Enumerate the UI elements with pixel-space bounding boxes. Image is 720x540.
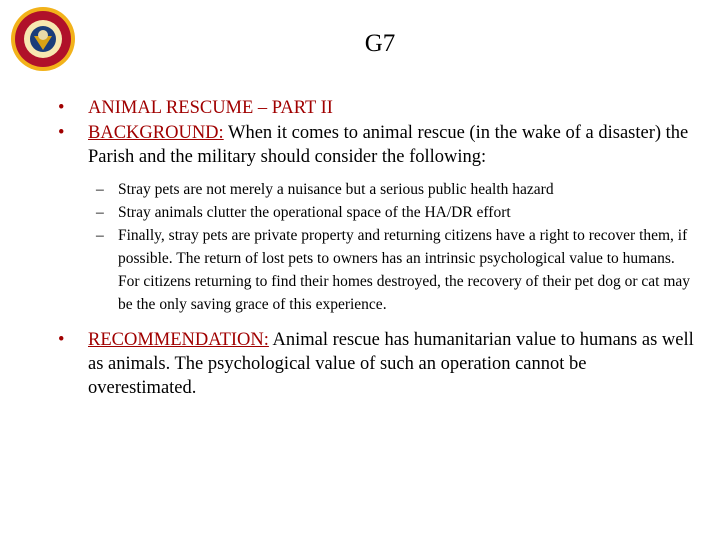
background-text: When it comes to animal rescue (in the wake of a disaster) the Parish and the military should consider the following: [88, 123, 689, 167]
sub-item-text: Stray animals clutter the operational space of the HA/DR effort [118, 204, 511, 221]
dash-marker: – [96, 204, 104, 221]
sub-item [58, 224, 698, 316]
sub-item-text: Stray pets are not merely a nuisance but a serious public health hazard [118, 181, 554, 198]
sub-item-text: Finally, stray pets are private property and returning citizens have a right to recover them, if possible. The return of lost pets to owners has an intrinsic psychological value to humans. For citizens returning to find their homes destroyed, the recovery of their pet dog or cat may be the only saving grace of this experience. [118, 227, 691, 313]
bullet-animal-rescue [58, 96, 698, 120]
bullet-marker: • [58, 98, 65, 118]
bullet-recommendation [58, 328, 698, 400]
sub-item [58, 201, 698, 224]
dash-marker: – [96, 181, 104, 198]
background-label: BACKGROUND: [88, 123, 224, 143]
page-title: G7 [364, 30, 396, 57]
bullet-heading: ANIMAL RESCUME – PART II [88, 98, 333, 118]
background-sublist [58, 178, 698, 316]
bullet-background [58, 121, 698, 169]
dash-marker: – [96, 227, 104, 244]
sub-item [58, 178, 698, 201]
bullet-marker: • [58, 123, 65, 143]
slide-body [58, 96, 698, 401]
bullet-marker: • [58, 330, 65, 350]
recommendation-text: Animal rescue has humanitarian value to humans as well as animals. The psychological value of such an operation cannot be overestimated. [88, 330, 694, 398]
recommendation-label: RECOMMENDATION: [88, 330, 269, 350]
